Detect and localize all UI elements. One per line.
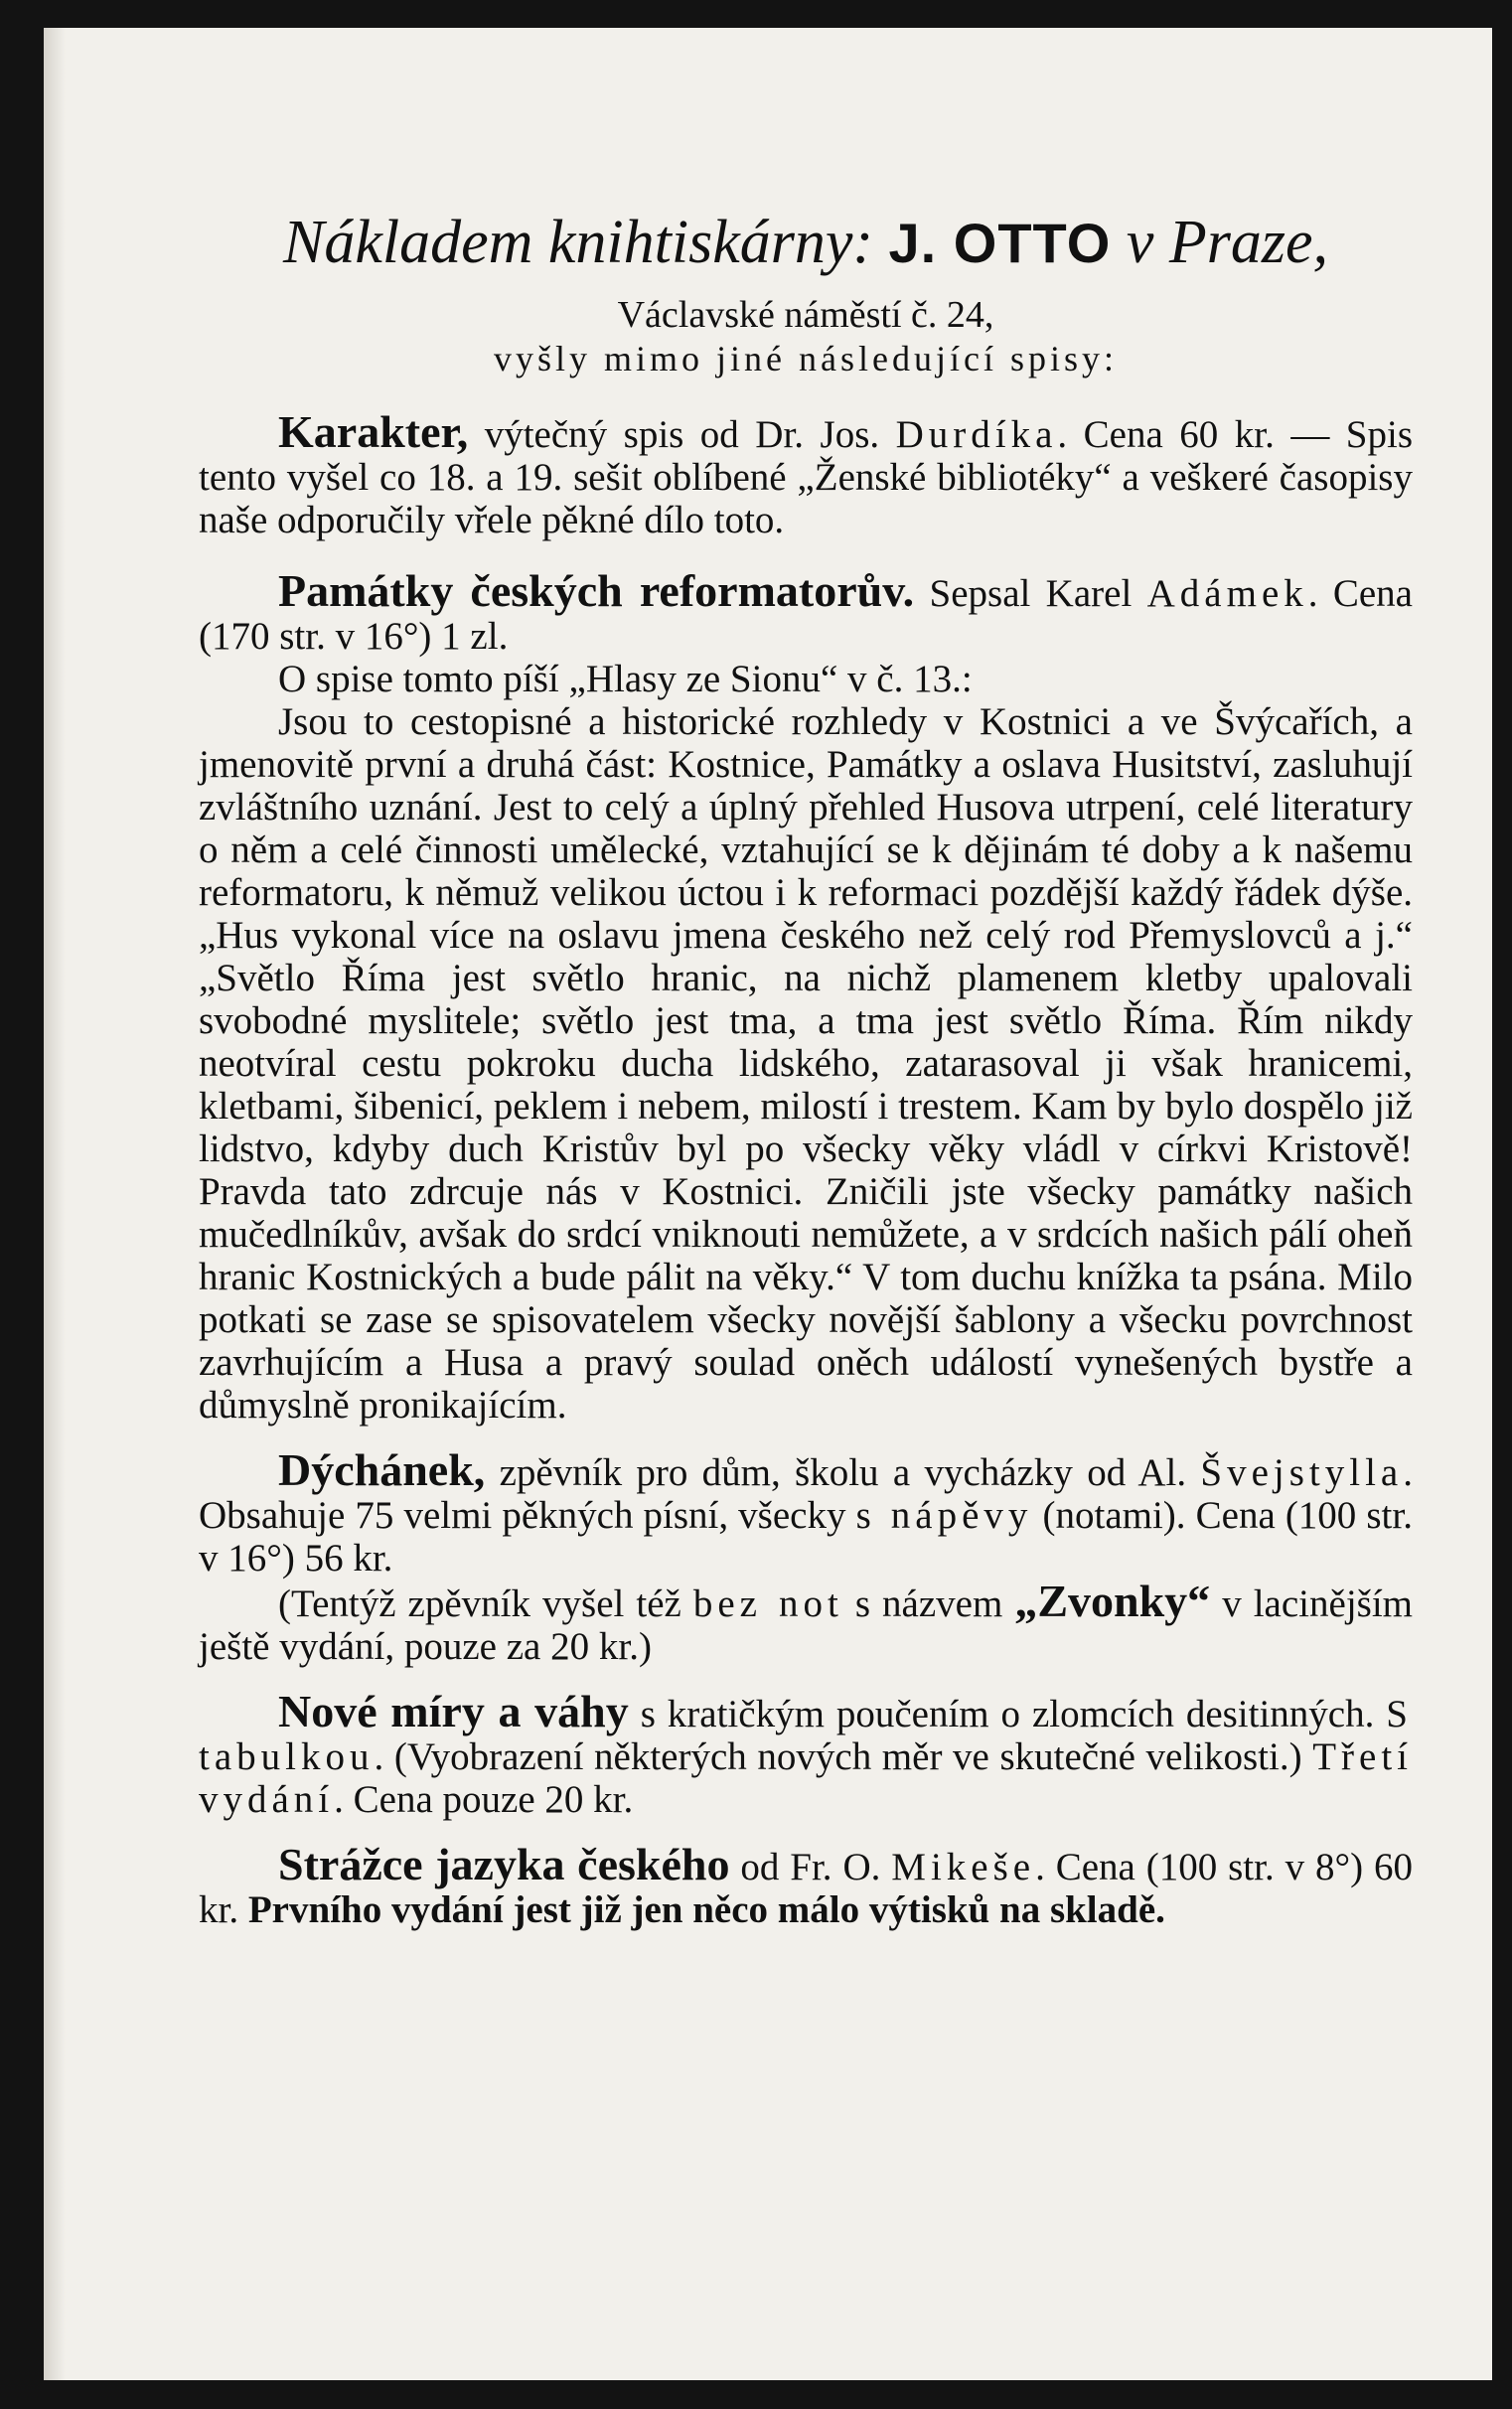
entry-text: . Obsahuje 75 velmi pěkných písní, všecky (199, 1451, 1413, 1537)
entry-dychanek (199, 1444, 1413, 1580)
entry-nove-miry (199, 1686, 1413, 1821)
entry-text: výtečný spis od Dr. Jos. (468, 413, 896, 456)
entry-text: . Cena pouze 20 kr. (334, 1778, 634, 1821)
book-page (44, 28, 1492, 2380)
entry-text: (notami). Cena (100 str. v 16°) 56 kr. (199, 1494, 1413, 1580)
note-text: (Tentýž zpěvník vyšel též (278, 1582, 693, 1625)
entry-note-zvonky (199, 1576, 1414, 1668)
entry-author: Mikeše (891, 1846, 1036, 1888)
entry-title: Dýchánek, (278, 1444, 486, 1495)
page-spine-shadow (44, 28, 66, 2380)
note-title: „Zvonky“ (1014, 1576, 1211, 1626)
entry-stock-note: Prvního vydání jest již jen něco málo výtisků na skladě. (247, 1888, 1165, 1931)
note-text: s názvem (842, 1582, 1015, 1625)
entry-title: Strážce jazyka českého (278, 1839, 730, 1889)
entry-karakter (199, 406, 1414, 541)
entry-text: Sepsal Karel (914, 572, 1147, 615)
entry-text: od Fr. O. (729, 1846, 892, 1888)
entry-text: . (Vyobrazení některých nových měr ve skutečné velikosti.) (374, 1735, 1313, 1778)
entry-text: s kratičkým poučením o zlomcích desitinných. (628, 1693, 1387, 1735)
page-content (199, 203, 1413, 1931)
entry-author: Švejstylla (1200, 1451, 1404, 1494)
entry-text: . Cena (170 str. v 16°) 1 zl. (199, 572, 1413, 658)
entry-emphasis: s nápěvy (855, 1494, 1033, 1537)
entry-title: Památky českých reformatorův. (278, 565, 915, 616)
publisher-city: v Praze, (1126, 209, 1328, 276)
entry-text: . Cena 60 kr. — Spis tento vyšel co 18. a 19. sešit oblíbené „Ženské bibliotéky“ a veškeré časopisy naše odporučily vřele pěkné dílo toto. (199, 413, 1414, 541)
entry-emphasis: S tabulkou (199, 1693, 1413, 1778)
note-emphasis: bez not (692, 1582, 843, 1625)
publisher-prefix: Nákladem knihtiskárny: (283, 209, 874, 276)
review-intro: O spise tomto píší „Hlasy ze Sionu“ v č. 13.: (278, 658, 973, 700)
entry-author: Durdíka (895, 413, 1058, 456)
publisher-name: J. OTTO (888, 212, 1112, 274)
publisher-address: Václavské náměstí č. 24, (617, 294, 994, 336)
review-text: Jsou to cestopisné a historické rozhledy v Kostnici a ve Švýcařích, a jmenovitě první a druhá část: Kostnice, Památky a oslava Husitství, zasluhují zvláštního uznání. Jest to celý a úplný přehled Husova utrpení, celé literatury o něm a celé činnosti umělecké, vztahující se k dějinám té doby a k našemu reformatoru, k němuž velikou úctou i k reformaci pozdější každý řádek dýše. „Hus vykonal více na oslavu jmena českého než celý rod Přemyslovců a j.“ „Světlo Říma jest světlo hranic, na nichž plamenem kletby upalovali svobodné myslitele; světlo jest tma, a tma jest světlo Říma. Řím nikdy neotvíral cestu pokroku ducha lidského, zatarasoval ji však hranicemi, kletbami, šibenicí, peklem i nebem, milostí i trestem. Kam by bylo dospělo již lidstvo, kdyby duch Kristův byl po všecky věky vládl v církvi Kristově! Pravda tato zdrcuje nás v Kostnici. Zničili jste všecky památky našich mučedlníkův, avšak do srdcí vniknouti nemůžete, a v srdcích našich pálí oheň hranic Kostnických a bude pálit na věky.“ V tom duchu knížka ta psána. Milo potkati se zase se spisovatelem všecky novější šablony a všecku povrchnost zavrhujícím a Husa a pravý soulad oněch událostí vynešených bystře a důmyslně pronikajícím. (199, 700, 1413, 1427)
publisher-header (199, 203, 1413, 283)
entry-strazce (199, 1839, 1413, 1931)
entry-author: Adámek (1146, 572, 1308, 615)
entry-text: . Cena (100 str. v 8°) 60 kr. (199, 1846, 1413, 1931)
entry-title: Nové míry a váhy (278, 1686, 629, 1736)
intro-line: vyšly mimo jiné následující spisy: (494, 339, 1118, 378)
entry-title: Karakter, (278, 406, 469, 457)
entry-emphasis: Třetí vydání (199, 1735, 1413, 1821)
entry-pamatky (199, 565, 1413, 658)
entry-text: zpěvník pro dům, školu a vycházky od Al. (485, 1451, 1201, 1494)
note-text: v lacinějším ještě vydání, pouze za 20 kr.) (199, 1582, 1414, 1668)
